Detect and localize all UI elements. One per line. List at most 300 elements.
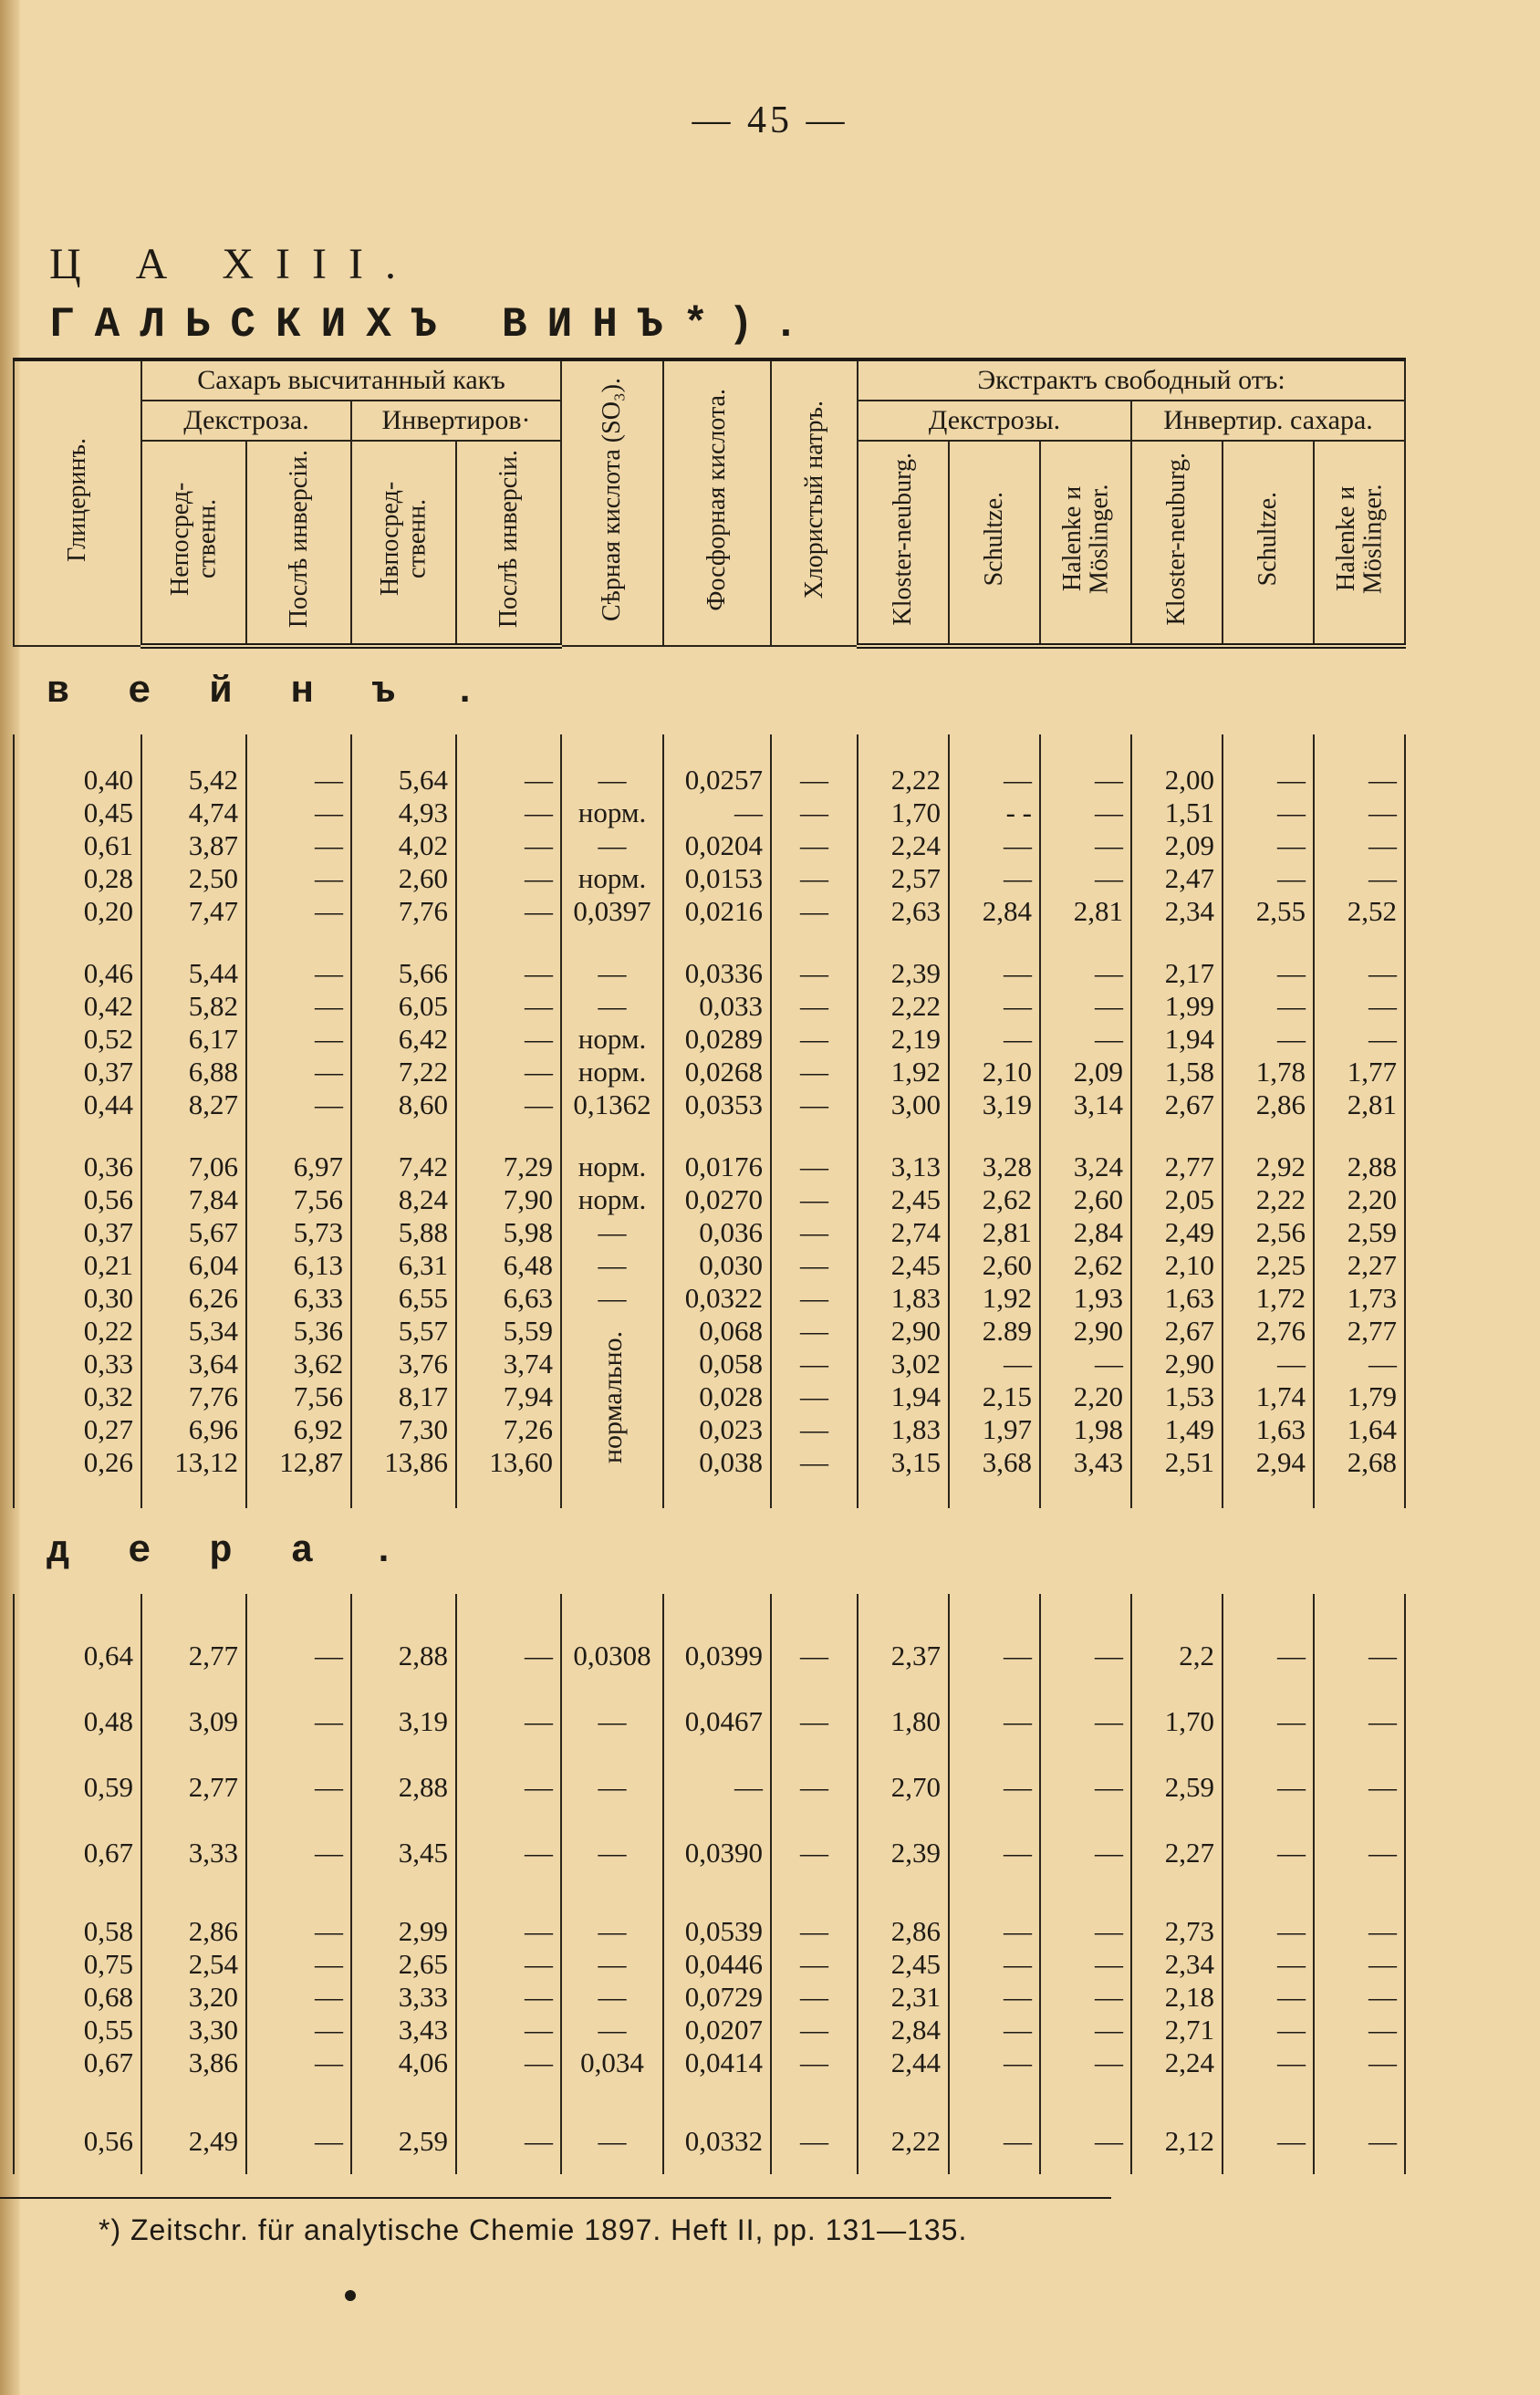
spacer-row	[14, 1479, 1405, 1508]
table-cell: —	[1314, 1623, 1405, 1689]
table-cell: —	[1223, 1023, 1314, 1056]
table-cell: 7,30	[351, 1413, 456, 1446]
table-cell: 2,49	[1131, 1216, 1223, 1249]
table-cell: 0,28	[14, 862, 141, 895]
spacer-cell	[1314, 1594, 1405, 1623]
spacer-cell	[949, 734, 1040, 764]
table-cell: 2,45	[858, 1183, 949, 1216]
table-cell: —	[949, 957, 1040, 990]
table-cell: 0,52	[14, 1023, 141, 1056]
table-cell: 7,56	[246, 1380, 351, 1413]
table-cell: 6,05	[351, 990, 456, 1023]
table-cell: —	[561, 764, 663, 797]
table-cell: 0,75	[14, 1948, 141, 1981]
table-cell: —	[1314, 1915, 1405, 1948]
table-cell: —	[456, 957, 561, 990]
spacer-row	[14, 1594, 1405, 1623]
spacer-row	[14, 734, 1405, 764]
table-row	[14, 1348, 1405, 1380]
table-cell: —	[1040, 862, 1131, 895]
table-cell: норм.	[561, 797, 663, 829]
table-row	[14, 2046, 1405, 2079]
table-row	[14, 1981, 1405, 2014]
table-cell: 0,37	[14, 1056, 141, 1088]
table-cell: 0,038	[663, 1446, 771, 1479]
table-cell: 3,33	[141, 1820, 246, 1886]
table-cell: 0,023	[663, 1413, 771, 1446]
table-cell: 0,37	[14, 1216, 141, 1249]
table-cell: 1,94	[858, 1380, 949, 1413]
spacer-cell	[771, 1121, 858, 1151]
table-cell: —	[561, 957, 663, 990]
table-cell: —	[771, 1380, 858, 1413]
table-cell: —	[456, 1981, 561, 2014]
spacer-cell	[351, 2079, 456, 2109]
table-cell: 5,36	[246, 1315, 351, 1348]
table-cell: —	[1223, 990, 1314, 1023]
table-row	[14, 1689, 1405, 1755]
table-cell: —	[246, 1820, 351, 1886]
table-cell: —	[663, 1755, 771, 1820]
table-cell: —	[246, 2014, 351, 2046]
page-number: — 45 —	[692, 99, 848, 141]
table-cell: —	[1223, 1948, 1314, 1981]
spacer-cell	[949, 1479, 1040, 1508]
table-title-line-2: ГАЛЬСКИХЪ ВИНЪ*).	[49, 301, 819, 349]
table-body	[14, 646, 1405, 2174]
table-cell: 2,90	[858, 1315, 949, 1348]
spacer-cell	[1131, 1121, 1223, 1151]
table-cell: —	[246, 1915, 351, 1948]
table-cell: —	[456, 1755, 561, 1820]
table-cell: 0,64	[14, 1623, 141, 1689]
spacer-cell	[663, 928, 771, 957]
table-cell: 2,86	[141, 1915, 246, 1948]
spacer-cell	[663, 1479, 771, 1508]
spacer-row	[14, 1886, 1405, 1915]
table-row	[14, 829, 1405, 862]
header-inv-klosterneuburg: Kloster-neuburg.	[1131, 441, 1223, 646]
table-cell: 0,0446	[663, 1948, 771, 1981]
table-cell: 0,32	[14, 1380, 141, 1413]
table-cell: —	[1314, 990, 1405, 1023]
table-cell: —	[1223, 2109, 1314, 2174]
table-cell: 2,67	[1131, 1315, 1223, 1348]
spacer-cell	[141, 1594, 246, 1623]
spacer-cell	[1223, 1479, 1314, 1508]
table-cell: —	[771, 957, 858, 990]
table-cell: —	[246, 764, 351, 797]
table-cell: 2,71	[1131, 2014, 1223, 2046]
table-cell: —	[561, 990, 663, 1023]
spacer-cell	[1223, 928, 1314, 957]
table-cell: 0,67	[14, 1820, 141, 1886]
table-row	[14, 764, 1405, 797]
table-cell: —	[456, 1689, 561, 1755]
table-cell: 3,43	[351, 2014, 456, 2046]
table-cell: —	[949, 1623, 1040, 1689]
table-cell: —	[1223, 1820, 1314, 1886]
table-cell: —	[1040, 1915, 1131, 1948]
table-cell: —	[949, 829, 1040, 862]
spacer-cell	[246, 1121, 351, 1151]
table-cell: 1,78	[1223, 1056, 1314, 1088]
table-cell: —	[1223, 1915, 1314, 1948]
table-cell: —	[949, 1023, 1040, 1056]
spacer-cell	[351, 928, 456, 957]
table-cell: 2,90	[1040, 1315, 1131, 1348]
table-row	[14, 1249, 1405, 1282]
table-cell: —	[771, 1315, 858, 1348]
table-header	[14, 359, 1405, 646]
table-cell: 2,39	[858, 957, 949, 990]
table-cell: 2,76	[1223, 1315, 1314, 1348]
table-cell: —	[1223, 2046, 1314, 2079]
table-cell: 0,26	[14, 1446, 141, 1479]
table-cell: —	[1223, 2014, 1314, 2046]
header-dextrose-after-inversion: Послѣ инверсіи.	[246, 441, 351, 646]
table-cell: —	[1314, 1948, 1405, 1981]
table-cell: —	[456, 1948, 561, 1981]
header-dex-schultze: Schultze.	[949, 441, 1040, 646]
table-cell: 2,86	[858, 1915, 949, 1948]
spacer-cell	[1131, 1479, 1223, 1508]
table-cell: 0,1362	[561, 1088, 663, 1121]
table-cell: —	[561, 1981, 663, 2014]
table-cell: 1,83	[858, 1413, 949, 1446]
table-cell: 0,46	[14, 957, 141, 990]
table-cell: 1,99	[1131, 990, 1223, 1023]
table-cell: 2,12	[1131, 2109, 1223, 2174]
table-cell: —	[949, 1915, 1040, 1948]
header-invert-sugar-free: Инвертир. сахара.	[1131, 401, 1405, 441]
spacer-cell	[1223, 2079, 1314, 2109]
table-cell: 2,81	[1314, 1088, 1405, 1121]
table-cell: —	[246, 862, 351, 895]
table-cell: 6,42	[351, 1023, 456, 1056]
spacer-cell	[246, 734, 351, 764]
spacer-cell	[14, 1886, 141, 1915]
spacer-cell	[246, 2079, 351, 2109]
table-cell: 6,17	[141, 1023, 246, 1056]
table-cell: —	[1314, 862, 1405, 895]
table-cell: 0,0539	[663, 1915, 771, 1948]
table-cell: 1,73	[1314, 1282, 1405, 1315]
table-cell: —	[246, 1023, 351, 1056]
table-cell: —	[561, 1249, 663, 1282]
table-cell: 1,72	[1223, 1282, 1314, 1315]
table-cell: —	[456, 862, 561, 895]
spacer-cell	[14, 1594, 141, 1623]
table-cell: норм.	[561, 1151, 663, 1183]
spacer-cell	[858, 2079, 949, 2109]
header-dextrose: Декстроза.	[141, 401, 351, 441]
header-sulfuric-acid: Сѣрная кислота (SO₃).	[561, 359, 663, 646]
spacer-cell	[1314, 1886, 1405, 1915]
table-cell: —	[949, 862, 1040, 895]
spacer-cell	[1223, 1121, 1314, 1151]
table-row	[14, 1820, 1405, 1886]
spacer-cell	[561, 2079, 663, 2109]
table-cell: 7,06	[141, 1151, 246, 1183]
spacer-cell	[663, 1594, 771, 1623]
table-cell: —	[1040, 1023, 1131, 1056]
table-cell: —	[246, 957, 351, 990]
table-row	[14, 1088, 1405, 1121]
table-cell: 2,09	[1131, 829, 1223, 862]
spacer-cell	[1040, 1121, 1131, 1151]
table-cell: —	[246, 1056, 351, 1088]
table-cell: 8,24	[351, 1183, 456, 1216]
table-cell: —	[1040, 829, 1131, 862]
table-cell: 6,04	[141, 1249, 246, 1282]
table-cell: —	[1040, 797, 1131, 829]
table-cell: —	[456, 1023, 561, 1056]
table-cell: —	[1040, 2109, 1131, 2174]
spacer-cell	[663, 734, 771, 764]
spacer-cell	[14, 928, 141, 957]
table-cell: 1,49	[1131, 1413, 1223, 1446]
table-row	[14, 1023, 1405, 1056]
header-invert-after-inversion: Послѣ инверсіи.	[456, 441, 561, 646]
table-cell: 1,64	[1314, 1413, 1405, 1446]
table-title-line-1: Ц А XIII.	[49, 240, 418, 288]
table-cell: 0,59	[14, 1755, 141, 1820]
spacer-cell	[663, 2079, 771, 2109]
table-cell: 6,55	[351, 1282, 456, 1315]
table-cell: 0,0204	[663, 829, 771, 862]
table-cell: —	[1314, 797, 1405, 829]
table-cell: —	[949, 2109, 1040, 2174]
table-cell: —	[949, 764, 1040, 797]
table-cell: 2,00	[1131, 764, 1223, 797]
table-cell: —	[1040, 1689, 1131, 1755]
table-cell: —	[1223, 1348, 1314, 1380]
table-cell: —	[1314, 829, 1405, 862]
spacer-cell	[141, 1121, 246, 1151]
spacer-cell	[949, 2079, 1040, 2109]
table-cell: —	[1314, 1820, 1405, 1886]
spacer-cell	[1040, 2079, 1131, 2109]
spacer-cell	[1040, 1479, 1131, 1508]
spacer-cell	[456, 734, 561, 764]
table-cell: 0,45	[14, 797, 141, 829]
table-row	[14, 797, 1405, 829]
spacer-cell	[561, 1594, 663, 1623]
table-cell: —	[456, 797, 561, 829]
header-dextrose-free: Декстрозы.	[858, 401, 1131, 441]
table-cell: 2,94	[1223, 1446, 1314, 1479]
spacer-cell	[246, 1479, 351, 1508]
table-cell: 2,59	[1314, 1216, 1405, 1249]
table-cell: 7,29	[456, 1151, 561, 1183]
spacer-cell	[1040, 928, 1131, 957]
spacer-cell	[141, 1479, 246, 1508]
spacer-cell	[771, 734, 858, 764]
table-cell: 0,028	[663, 1380, 771, 1413]
table-cell: 2,47	[1131, 862, 1223, 895]
table-cell: —	[561, 2014, 663, 2046]
table-cell: —	[771, 829, 858, 862]
table-row	[14, 1315, 1405, 1348]
table-cell: —	[771, 1446, 858, 1479]
table-cell: 0,40	[14, 764, 141, 797]
spacer-cell	[14, 2079, 141, 2109]
wine-analysis-table-container	[13, 358, 1398, 2174]
table-cell: —	[1040, 1948, 1131, 1981]
table-cell: 2,99	[351, 1915, 456, 1948]
table-cell: 1,80	[858, 1689, 949, 1755]
spacer-cell	[1040, 1886, 1131, 1915]
table-cell: 2,77	[1131, 1151, 1223, 1183]
spacer-cell	[663, 1886, 771, 1915]
table-cell: —	[949, 2014, 1040, 2046]
table-cell: 0,0729	[663, 1981, 771, 2014]
header-dex-klosterneuburg: Kloster-neuburg.	[858, 441, 949, 646]
table-cell: —	[1040, 957, 1131, 990]
table-row	[14, 862, 1405, 895]
table-cell: 2,92	[1223, 1151, 1314, 1183]
table-cell: 2,34	[1131, 895, 1223, 928]
header-sugar-group: Сахаръ высчитанный какъ	[141, 359, 561, 401]
header-dex-halenke: Halenke и Möslinger.	[1040, 441, 1131, 646]
table-cell: 3,86	[141, 2046, 246, 2079]
spacer-cell	[141, 734, 246, 764]
spacer-cell	[141, 928, 246, 957]
table-cell: —	[1223, 797, 1314, 829]
table-cell: —	[561, 1282, 663, 1315]
table-cell: 1,94	[1131, 1023, 1223, 1056]
table-cell: —	[771, 895, 858, 928]
table-cell: 7,84	[141, 1183, 246, 1216]
table-cell: —	[1040, 990, 1131, 1023]
table-cell: 2,20	[1040, 1380, 1131, 1413]
table-cell: —	[949, 1689, 1040, 1755]
table-cell: —	[1314, 1689, 1405, 1755]
section-heading-row	[14, 1508, 1405, 1594]
spacer-cell	[1040, 1594, 1131, 1623]
spacer-row	[14, 928, 1405, 957]
table-cell: 2,65	[351, 1948, 456, 1981]
table-cell: - -	[949, 797, 1040, 829]
table-cell: 8,17	[351, 1380, 456, 1413]
table-cell: 3,19	[949, 1088, 1040, 1121]
table-cell: —	[1314, 1981, 1405, 2014]
table-cell: —	[949, 990, 1040, 1023]
table-cell: —	[561, 1948, 663, 1981]
table-cell: —	[246, 1755, 351, 1820]
table-cell: —	[771, 1948, 858, 1981]
header-glycerin: Глицеринъ.	[14, 359, 141, 646]
table-cell: 2,81	[949, 1216, 1040, 1249]
table-cell: 2,54	[141, 1948, 246, 1981]
table-cell: 0,068	[663, 1315, 771, 1348]
table-cell: —	[771, 1151, 858, 1183]
table-cell: —	[1040, 1820, 1131, 1886]
table-cell: 5,44	[141, 957, 246, 990]
table-cell: 2,84	[858, 2014, 949, 2046]
table-cell: 3,30	[141, 2014, 246, 2046]
table-cell: —	[771, 1088, 858, 1121]
table-cell: 2,90	[1131, 1348, 1223, 1380]
table-cell: 13,12	[141, 1446, 246, 1479]
vertical-normal-note: нормально.	[598, 1330, 629, 1463]
table-cell: 2,88	[1314, 1151, 1405, 1183]
table-cell: —	[246, 1623, 351, 1689]
spacer-cell	[561, 1121, 663, 1151]
table-cell: —	[561, 2109, 663, 2174]
table-cell: —	[246, 1981, 351, 2014]
table-cell: —	[246, 797, 351, 829]
table-cell: 0,58	[14, 1915, 141, 1948]
spacer-cell	[246, 1886, 351, 1915]
table-cell: 5,98	[456, 1216, 561, 1249]
table-cell: 5,82	[141, 990, 246, 1023]
table-cell: 2,50	[141, 862, 246, 895]
table-cell: 0,034	[561, 2046, 663, 2079]
table-cell: 2,37	[858, 1623, 949, 1689]
table-cell: 2,70	[858, 1755, 949, 1820]
spacer-cell	[1131, 928, 1223, 957]
table-cell: —	[1040, 2046, 1131, 2079]
table-cell: 2,52	[1314, 895, 1405, 928]
table-cell: 5,66	[351, 957, 456, 990]
table-cell: —	[456, 2109, 561, 2174]
table-cell: 2,60	[949, 1249, 1040, 1282]
table-cell: —	[561, 829, 663, 862]
spacer-cell	[561, 1886, 663, 1915]
table-cell: 3,19	[351, 1689, 456, 1755]
table-cell: 3,20	[141, 1981, 246, 2014]
table-cell: —	[1223, 829, 1314, 862]
table-cell: 1,93	[1040, 1282, 1131, 1315]
table-cell: 2,63	[858, 895, 949, 928]
spacer-cell	[456, 1479, 561, 1508]
table-cell: —	[949, 1755, 1040, 1820]
spacer-cell	[246, 928, 351, 957]
table-cell: —	[771, 1056, 858, 1088]
spacer-cell	[14, 734, 141, 764]
table-cell: —	[771, 1623, 858, 1689]
table-cell: 0,0270	[663, 1183, 771, 1216]
table-cell: —	[771, 862, 858, 895]
spacer-cell	[1131, 1886, 1223, 1915]
table-cell: —	[771, 1820, 858, 1886]
table-cell: 8,60	[351, 1088, 456, 1121]
spacer-cell	[858, 1594, 949, 1623]
table-cell: 13,86	[351, 1446, 456, 1479]
table-cell: 5,67	[141, 1216, 246, 1249]
spacer-cell	[858, 1121, 949, 1151]
table-cell: —	[1314, 2014, 1405, 2046]
table-cell: 0,0332	[663, 2109, 771, 2174]
table-cell: 2,62	[1040, 1249, 1131, 1282]
table-cell: —	[1223, 1981, 1314, 2014]
table-cell: 0,0397	[561, 895, 663, 928]
table-row	[14, 2014, 1405, 2046]
table-cell: —	[1223, 1623, 1314, 1689]
table-cell: 2,34	[1131, 1948, 1223, 1981]
spacer-cell	[1223, 1594, 1314, 1623]
table-cell: 2,39	[858, 1820, 949, 1886]
table-cell: —	[771, 1755, 858, 1820]
spacer-cell	[456, 1886, 561, 1915]
table-cell: 4,74	[141, 797, 246, 829]
table-cell: —	[771, 764, 858, 797]
table-cell: 0,0336	[663, 957, 771, 990]
table-cell: 2,45	[858, 1948, 949, 1981]
table-cell: —	[771, 1413, 858, 1446]
